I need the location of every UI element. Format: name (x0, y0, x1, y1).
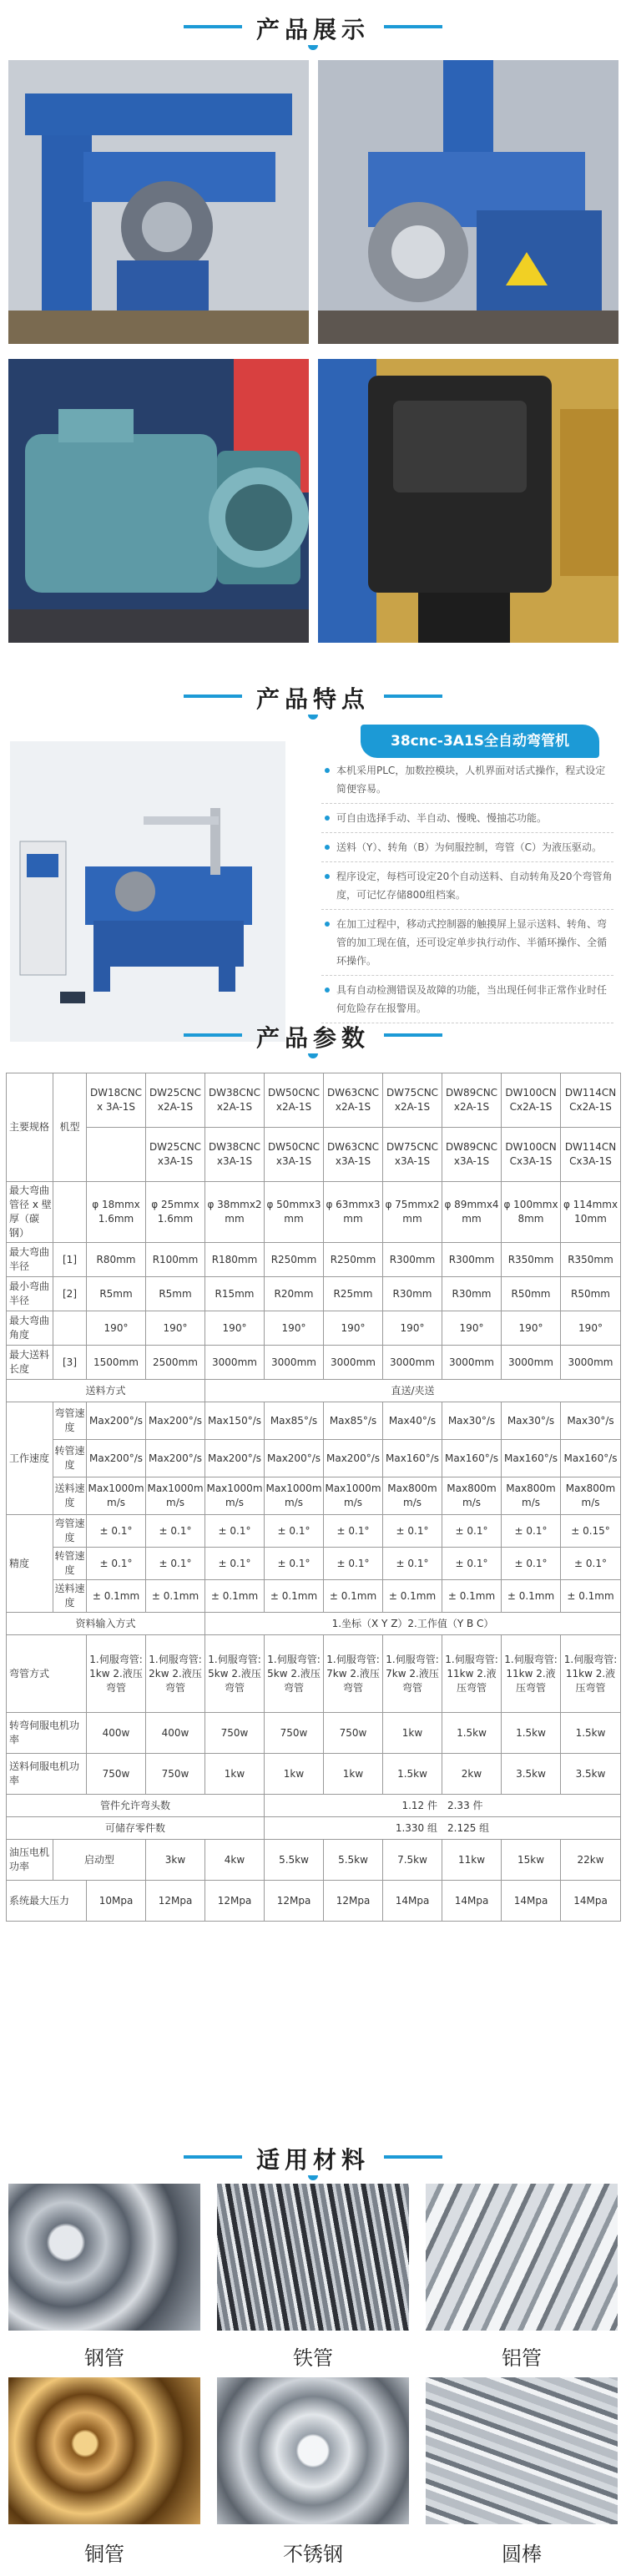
table-cell: Max160°/s (502, 1440, 561, 1477)
table-cell: ± 0.1° (265, 1548, 324, 1580)
table-cell: 12Mpa (265, 1881, 324, 1922)
table-cell: 3000mm (502, 1346, 561, 1380)
table-cell: 750w (324, 1713, 383, 1754)
table-row (7, 1840, 621, 1881)
list-item: 送料（Y）、转角（B）为伺服控制，弯管（C）为液压驱动。 (321, 838, 613, 862)
table-cell: Max800mm/s (561, 1477, 621, 1515)
row-value: 1.12 件 2.33 件 (265, 1795, 621, 1817)
table-cell: 1.伺服弯管: 2kw 2.液压弯管 (146, 1635, 205, 1713)
table-cell: 12Mpa (205, 1881, 265, 1922)
table-cell: Max800mm/s (442, 1477, 502, 1515)
table-cell: ± 0.1mm (265, 1580, 324, 1613)
table-row (7, 1128, 621, 1182)
table-cell: 14Mpa (561, 1881, 621, 1922)
section-header-display (0, 0, 626, 50)
section-header-features (0, 669, 626, 720)
table-cell: R5mm (87, 1277, 146, 1311)
feature-list (321, 761, 613, 1028)
table-cell: 1.伺服弯管: 1kw 2.液压弯管 (87, 1635, 146, 1713)
table-cell: 1kw (265, 1754, 324, 1795)
table-row (7, 1440, 621, 1477)
table-cell: Max200°/s (146, 1402, 205, 1440)
table-cell: R300mm (442, 1243, 502, 1277)
table-cell: 1.5kw (561, 1713, 621, 1754)
row-header: 弯管方式 (7, 1635, 87, 1713)
table-cell: Max30°/s (561, 1402, 621, 1440)
table-row (7, 1346, 621, 1380)
row-note (53, 1182, 87, 1243)
model-cell: DW89CNCx2A-1S (442, 1073, 502, 1128)
row-header: 可储存零件数 (7, 1817, 265, 1840)
table-cell: Max30°/s (442, 1402, 502, 1440)
table-cell: 1.伺服弯管: 7kw 2.液压弯管 (324, 1635, 383, 1713)
table-cell: ± 0.1° (383, 1515, 442, 1548)
table-cell: Max160°/s (383, 1440, 442, 1477)
table-cell: ± 0.1° (324, 1548, 383, 1580)
stainless-steel-photo (217, 2377, 409, 2524)
table-cell: R25mm (324, 1277, 383, 1311)
model-cell: DW63CNCx2A-1S (324, 1073, 383, 1128)
table-row (7, 1277, 621, 1311)
table-cell: Max200°/s (87, 1402, 146, 1440)
table-cell: φ 25mmx1.6mm (146, 1182, 205, 1243)
table-cell: R250mm (265, 1243, 324, 1277)
material-name: 圆棒 (502, 2543, 542, 2566)
table-cell: 22kw (561, 1840, 621, 1881)
table-row (7, 1182, 621, 1243)
table-cell: 3000mm (265, 1346, 324, 1380)
bending-machine-photo (8, 60, 309, 344)
table-cell: 400w (146, 1713, 205, 1754)
row-note (53, 1311, 87, 1346)
list-item: 本机采用PLC，加数控模块，人机界面对话式操作，程式设定简便容易。 (321, 761, 613, 804)
table-cell: 190° (205, 1311, 265, 1346)
table-cell: ± 0.1mm (502, 1580, 561, 1613)
table-cell: φ 18mmx1.6mm (87, 1182, 146, 1243)
table-cell: Max85°/s (265, 1402, 324, 1440)
material-name: 不锈钢 (283, 2543, 343, 2566)
table-cell: φ 63mmx3mm (324, 1182, 383, 1243)
table-row (7, 1613, 621, 1635)
table-cell: Max1000mm/s (146, 1477, 205, 1515)
table-cell: φ 114mmx10mm (561, 1182, 621, 1243)
table-cell (87, 1128, 146, 1182)
table-cell: 1.5kw (502, 1713, 561, 1754)
row-header: 送料伺服电机功率 (7, 1754, 87, 1795)
table-cell: ± 0.1mm (561, 1580, 621, 1613)
section-header-materials (0, 2130, 626, 2180)
table-cell: 11kw (442, 1840, 502, 1881)
table-cell: 1.5kw (442, 1713, 502, 1754)
section-title: 适用材料 (255, 2146, 370, 2174)
material-name: 铜管 (84, 2543, 124, 2566)
table-cell: Max1000mm/s (87, 1477, 146, 1515)
table-cell: φ 50mmx3mm (265, 1182, 324, 1243)
table-cell: ± 0.1° (146, 1548, 205, 1580)
table-cell: Max40°/s (383, 1402, 442, 1440)
table-cell: Max160°/s (561, 1440, 621, 1477)
table-cell: ± 0.1mm (383, 1580, 442, 1613)
table-cell: 1kw (205, 1754, 265, 1795)
table-cell: R100mm (146, 1243, 205, 1277)
table-cell: 12Mpa (324, 1881, 383, 1922)
table-cell: R50mm (561, 1277, 621, 1311)
table-cell: 14Mpa (383, 1881, 442, 1922)
table-cell: 190° (383, 1311, 442, 1346)
model-cell: DW38CNCx3A-1S (205, 1128, 265, 1182)
table-cell: 1.伺服弯管: 5kw 2.液压弯管 (265, 1635, 324, 1713)
row-header: 精度 (7, 1515, 53, 1613)
row-note: [3] (53, 1346, 87, 1380)
table-cell: Max1000mm/s (265, 1477, 324, 1515)
material-name: 铝管 (502, 2346, 542, 2370)
table-cell: R5mm (146, 1277, 205, 1311)
table-cell: 3000mm (561, 1346, 621, 1380)
row-header: 最小弯曲半径 (7, 1277, 53, 1311)
feature-banner: 38cnc-3A1S全自动弯管机 (361, 725, 599, 758)
hydraulic-motor-photo (8, 359, 309, 643)
table-cell: 3000mm (442, 1346, 502, 1380)
table-cell: 4kw (205, 1840, 265, 1881)
table-cell: 190° (561, 1311, 621, 1346)
section-title: 产品参数 (255, 1024, 370, 1052)
table-cell: ± 0.1° (324, 1515, 383, 1548)
model-cell: DW75CNCx3A-1S (383, 1128, 442, 1182)
table-row (7, 1073, 621, 1128)
table-cell: ± 0.1° (265, 1515, 324, 1548)
cnc-machine-photo (10, 741, 285, 1042)
table-row (7, 1881, 621, 1922)
table-cell: 3000mm (324, 1346, 383, 1380)
table-row (7, 1477, 621, 1515)
table-cell: R250mm (324, 1243, 383, 1277)
model-cell: DW89CNCx3A-1S (442, 1128, 502, 1182)
table-cell: 1.5kw (383, 1754, 442, 1795)
table-cell: 400w (87, 1713, 146, 1754)
table-cell: 5.5kw (324, 1840, 383, 1881)
table-cell: 190° (265, 1311, 324, 1346)
table-cell: 15kw (502, 1840, 561, 1881)
table-cell: 190° (502, 1311, 561, 1346)
table-cell: Max1000mm/s (205, 1477, 265, 1515)
table-cell: 190° (442, 1311, 502, 1346)
table-cell: 1.伺服弯管: 7kw 2.液压弯管 (383, 1635, 442, 1713)
row-header: 最大弯曲角度 (7, 1311, 53, 1346)
row-header: 管件允许弯头数 (7, 1795, 265, 1817)
list-item: 具有自动检测错误及故障的功能，当出现任何非正常作业时任何危险存在报警用。 (321, 981, 613, 1023)
aluminum-pipe-photo (426, 2184, 618, 2331)
table-row (7, 1243, 621, 1277)
table-row (7, 1713, 621, 1754)
table-cell: 750w (265, 1713, 324, 1754)
material-name: 铁管 (293, 2346, 333, 2370)
model-cell: DW114CNCx3A-1S (561, 1128, 621, 1182)
table-cell: 2kw (442, 1754, 502, 1795)
table-cell: ± 0.1° (205, 1548, 265, 1580)
row-note: [2] (53, 1277, 87, 1311)
model-cell: DW50CNCx2A-1S (265, 1073, 324, 1128)
table-cell: R80mm (87, 1243, 146, 1277)
row-subheader: 转管速度 (53, 1548, 87, 1580)
table-cell: ± 0.1° (502, 1548, 561, 1580)
table-cell: Max800mm/s (502, 1477, 561, 1515)
table-cell: ± 0.1° (87, 1515, 146, 1548)
table-cell: 190° (146, 1311, 205, 1346)
table-cell: ± 0.1° (561, 1548, 621, 1580)
model-cell: DW25CNCx3A-1S (146, 1128, 205, 1182)
iron-pipe-photo (217, 2184, 409, 2331)
model-cell: DW18CNCx 3A-1S (87, 1073, 146, 1128)
table-cell: R350mm (502, 1243, 561, 1277)
row-header: 最大弯曲管径 x 壁厚（碳钢） (7, 1182, 53, 1243)
table-cell: 1.伺服弯管: 11kw 2.液压弯管 (502, 1635, 561, 1713)
row-value: 1.坐标（X Y Z）2.工作值（Y B C） (205, 1613, 621, 1635)
table-cell: R30mm (383, 1277, 442, 1311)
table-cell: 3000mm (205, 1346, 265, 1380)
table-row (7, 1635, 621, 1713)
table-cell: R180mm (205, 1243, 265, 1277)
table-cell: ± 0.1mm (87, 1580, 146, 1613)
table-cell: 10Mpa (87, 1881, 146, 1922)
table-cell: 3.5kw (502, 1754, 561, 1795)
row-header: 最大弯曲半径 (7, 1243, 53, 1277)
model-cell: DW25CNCx2A-1S (146, 1073, 205, 1128)
table-cell: φ 100mmx8mm (502, 1182, 561, 1243)
table-cell: φ 38mmx2mm (205, 1182, 265, 1243)
table-cell: Max30°/s (502, 1402, 561, 1440)
table-cell: R15mm (205, 1277, 265, 1311)
table-cell: 1.伺服弯管: 5kw 2.液压弯管 (205, 1635, 265, 1713)
table-cell: 750w (205, 1713, 265, 1754)
model-cell: DW38CNCx2A-1S (205, 1073, 265, 1128)
section-title: 产品展示 (255, 16, 370, 43)
bending-head-photo (318, 60, 618, 344)
table-cell: R30mm (442, 1277, 502, 1311)
table-cell: φ 75mmx2mm (383, 1182, 442, 1243)
table-cell: Max160°/s (442, 1440, 502, 1477)
table-cell: 14Mpa (502, 1881, 561, 1922)
row-header: 资料输入方式 (7, 1613, 205, 1635)
table-cell: 1kw (383, 1713, 442, 1754)
servo-motor-photo (318, 359, 618, 643)
row-subheader: 送料速度 (53, 1477, 87, 1515)
table-row (7, 1580, 621, 1613)
spec-table (6, 1073, 621, 1922)
model-cell: DW100CNCx3A-1S (502, 1128, 561, 1182)
row-header: 机型 (53, 1073, 87, 1182)
table-cell: Max200°/s (87, 1440, 146, 1477)
table-cell: 5.5kw (265, 1840, 324, 1881)
model-cell: DW100CNCx2A-1S (502, 1073, 561, 1128)
table-cell: 3.5kw (561, 1754, 621, 1795)
section-header-params (0, 1008, 626, 1058)
table-cell: 1.伺服弯管: 11kw 2.液压弯管 (561, 1635, 621, 1713)
table-row (7, 1817, 621, 1840)
table-cell: Max200°/s (324, 1440, 383, 1477)
table-row (7, 1515, 621, 1548)
round-bar-photo (426, 2377, 618, 2524)
row-value: 直送/夹送 (205, 1380, 621, 1402)
table-cell: R20mm (265, 1277, 324, 1311)
table-cell: ± 0.1° (146, 1515, 205, 1548)
row-header: 转弯伺服电机功率 (7, 1713, 87, 1754)
model-cell: DW114CNCx2A-1S (561, 1073, 621, 1128)
table-cell: ± 0.1mm (324, 1580, 383, 1613)
row-subheader: 弯管速度 (53, 1515, 87, 1548)
row-subheader: 弯管速度 (53, 1402, 87, 1440)
table-cell: 750w (146, 1754, 205, 1795)
row-subheader: 送料速度 (53, 1580, 87, 1613)
table-cell: Max800mm/s (383, 1477, 442, 1515)
table-cell: φ 89mmx4mm (442, 1182, 502, 1243)
section-title: 产品特点 (255, 685, 370, 713)
table-cell: 7.5kw (383, 1840, 442, 1881)
table-cell: 1kw (324, 1754, 383, 1795)
row-value: 1.330 组 2.125 组 (265, 1817, 621, 1840)
table-cell: R300mm (383, 1243, 442, 1277)
row-header: 主要规格 (7, 1073, 53, 1182)
table-row (7, 1402, 621, 1440)
table-cell: 1500mm (87, 1346, 146, 1380)
table-cell: 3kw (146, 1840, 205, 1881)
table-cell: Max150°/s (205, 1402, 265, 1440)
table-cell: ± 0.1mm (146, 1580, 205, 1613)
table-cell: 2500mm (146, 1346, 205, 1380)
model-cell: DW50CNCx3A-1S (265, 1128, 324, 1182)
model-cell: DW63CNCx3A-1S (324, 1128, 383, 1182)
copper-pipe-photo (8, 2377, 200, 2524)
table-cell: ± 0.1° (502, 1515, 561, 1548)
table-cell: 1.伺服弯管: 11kw 2.液压弯管 (442, 1635, 502, 1713)
table-cell: 3000mm (383, 1346, 442, 1380)
material-name: 钢管 (84, 2346, 124, 2370)
row-header: 最大送料长度 (7, 1346, 53, 1380)
list-item: 在加工过程中，移动式控制器的触摸屏上显示送料、转角、弯管的加工现在值，还可设定单步执行动作、半循环操作、全循环操作。 (321, 915, 613, 976)
table-cell: Max85°/s (324, 1402, 383, 1440)
table-cell: ± 0.15° (561, 1515, 621, 1548)
table-cell: R50mm (502, 1277, 561, 1311)
table-cell: ± 0.1mm (205, 1580, 265, 1613)
table-cell: ± 0.1° (383, 1548, 442, 1580)
table-cell: ± 0.1° (442, 1548, 502, 1580)
table-row (7, 1380, 621, 1402)
row-header: 工作速度 (7, 1402, 53, 1515)
table-cell: 14Mpa (442, 1881, 502, 1922)
table-cell: R350mm (561, 1243, 621, 1277)
table-cell: 12Mpa (146, 1881, 205, 1922)
list-item: 可自由选择手动、半自动、慢晚、慢抽芯功能。 (321, 809, 613, 833)
model-cell: DW75CNCx2A-1S (383, 1073, 442, 1128)
table-cell: ± 0.1mm (442, 1580, 502, 1613)
table-cell: Max1000mm/s (324, 1477, 383, 1515)
table-cell: 190° (324, 1311, 383, 1346)
table-cell: 750w (87, 1754, 146, 1795)
table-row (7, 1548, 621, 1580)
table-cell: Max200°/s (205, 1440, 265, 1477)
list-item: 程序设定，每档可设定20个自动送料、自动转角及20个弯管角度，可记忆存储800组档案。 (321, 867, 613, 910)
table-row (7, 1311, 621, 1346)
table-cell: ± 0.1° (87, 1548, 146, 1580)
row-subheader: 启动型 (53, 1840, 146, 1881)
table-row (7, 1795, 621, 1817)
row-note: [1] (53, 1243, 87, 1277)
table-cell: Max200°/s (146, 1440, 205, 1477)
table-cell: ± 0.1° (205, 1515, 265, 1548)
row-subheader: 转管速度 (53, 1440, 87, 1477)
table-cell: ± 0.1° (442, 1515, 502, 1548)
row-header: 系统最大压力 (7, 1881, 87, 1922)
table-cell: 190° (87, 1311, 146, 1346)
steel-pipe-photo (8, 2184, 200, 2331)
table-cell: Max200°/s (265, 1440, 324, 1477)
row-header: 送料方式 (7, 1380, 205, 1402)
table-row (7, 1754, 621, 1795)
row-header: 油压电机功率 (7, 1840, 53, 1881)
